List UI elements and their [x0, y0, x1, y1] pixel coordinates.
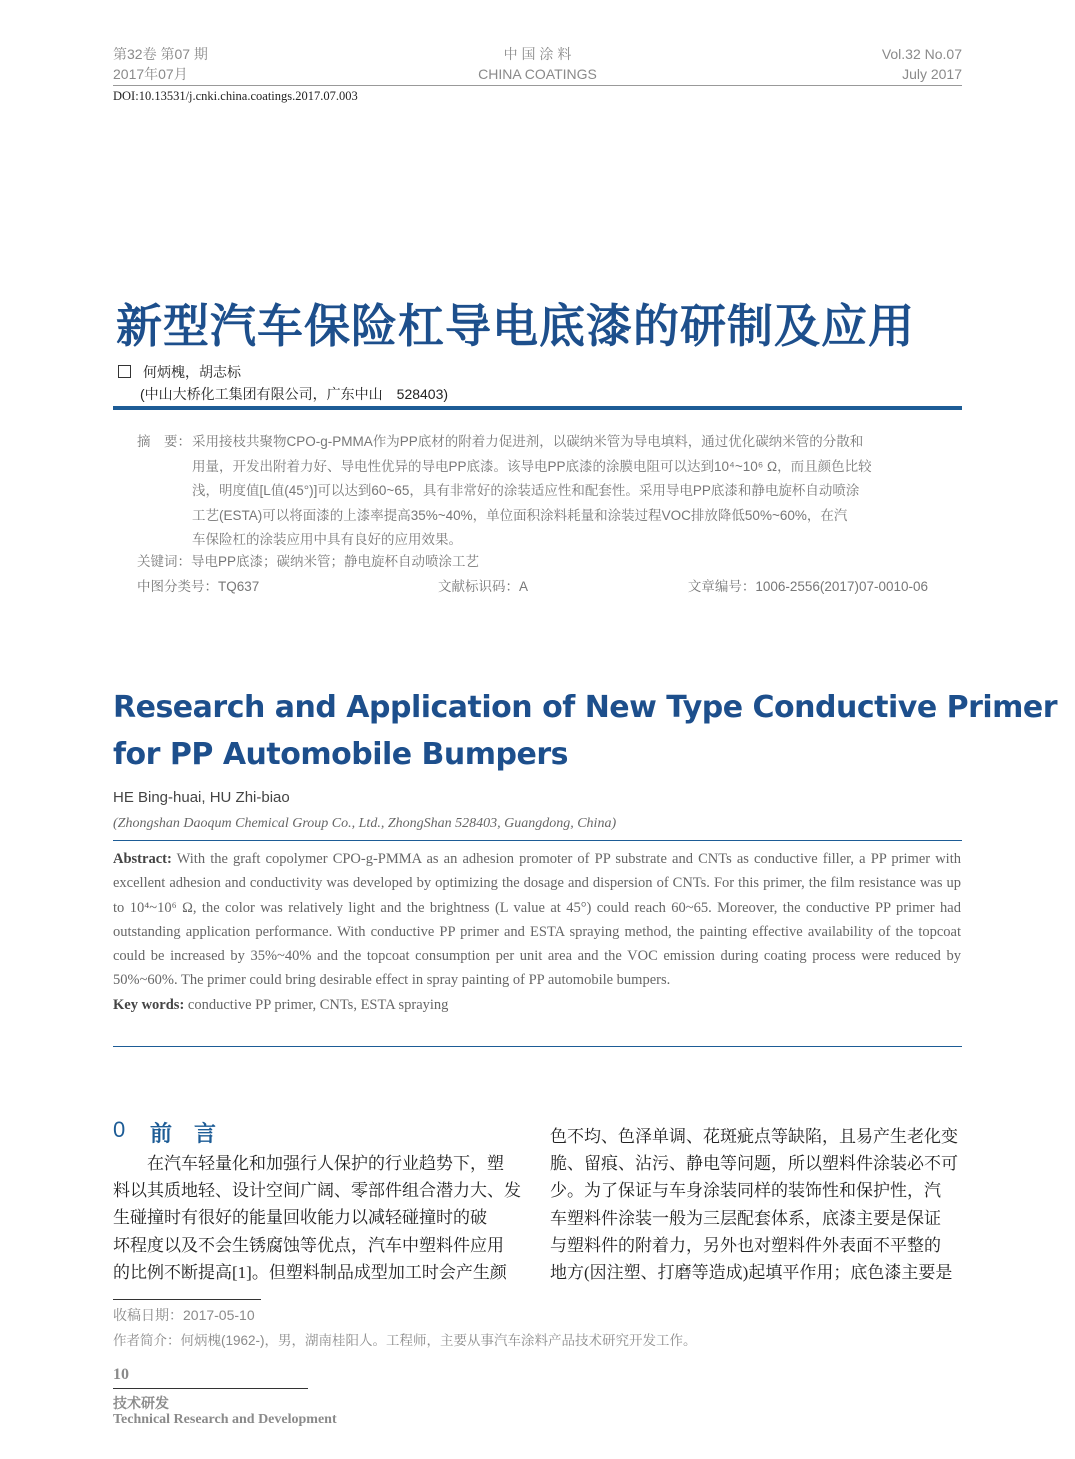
body-line: 生碰撞时有很好的能量回收能力以减轻碰撞时的破: [113, 1208, 487, 1228]
body-column-right: [550, 1123, 964, 1286]
authors-en: HE Bing-huai, HU Zhi-biao: [113, 789, 290, 806]
author-bio: 作者简介：何炳槐(1962-)，男，湖南桂阳人。工程师，主要从事汽车涂料产品技术研究开发工作。: [113, 1333, 697, 1348]
body-column-left: [113, 1150, 527, 1286]
body-line: 坏程度以及不会生锈腐蚀等优点，汽车中塑料件应用: [113, 1235, 504, 1255]
doi: DOI:10.13531/j.cnki.china.coatings.2017.07.003: [113, 89, 358, 103]
body-line: 车塑料件涂装一般为三层配套体系，底漆主要是保证: [550, 1208, 941, 1228]
header-vol-en: Vol.32 No.07: [881, 46, 962, 62]
abstract-cn-line: 采用接枝共聚物CPO-g-PMMA作为PP底材的附着力促进剂，以碳纳米管为导电填料，通过优化碳纳米管的分散和: [192, 434, 864, 449]
body-line: 脆、留痕、沾污、静电等问题，所以塑料件涂装必不可: [550, 1154, 958, 1174]
keywords-cn: 关键词：导电PP底漆；碳纳米管；静电旋杯自动喷涂工艺: [137, 554, 480, 569]
abstract-cn-line: 浅，明度值[L值(45°)]可以达到60~65，具有非常好的涂装适应性和配套性。采用导电PP底漆和静电旋杯自动喷涂: [192, 483, 860, 498]
title-cn: 新型汽车保险杠导电底漆的研制及应用: [116, 300, 915, 352]
abstract-cn-line: 工艺(ESTA)可以将面漆的上漆率提高35%~40%，单位面积涂料耗量和涂装过程VOC排放降低50%~60%，在汽: [192, 507, 848, 523]
column-name-en: Technical Research and Development: [113, 1412, 337, 1427]
page-number: 10: [113, 1366, 129, 1383]
header-date-en: July 2017: [902, 66, 962, 82]
blue-rule: [113, 406, 962, 410]
header-volume: 第32卷 第07 期: [113, 46, 208, 62]
section-number: 0: [113, 1117, 126, 1142]
header-date-cn: 2017年07月: [113, 66, 188, 82]
authors-cn: 何炳槐，胡志标: [143, 364, 241, 380]
abstract-en-text: With the graft copolymer CPO-g-PMMA as an adhesion promoter of PP substrate and CNTs as conductive filler, a PP primer with excellent adhesion and conductivity was developed by optimizing the dosage and dispersion of CNTs. For this primer, the film resistance was up to 10⁴~10⁶ Ω, the color was relatively light and the brightness (L value at 45°) could reach 60~65. Moreover, the conductive PP primer had outstanding application performance. With conductive PP primer and ESTA spraying method, the painting effective availability of the topcoat could be increased by 35%~40% and the topcoat consumption per unit area and the VOC emission during coating process were reduced by 50%~60%. The primer could bring desirable effect in spray painting of PP automobile bumpers.: [113, 851, 961, 989]
square-bullet-icon: [118, 365, 131, 378]
abstract-top-rule: [113, 840, 962, 841]
abstract-cn-line: 用量，开发出附着力好、导电性优异的导电PP底漆。该导电PP底漆的涂膜电阻可以达到10⁴~10⁶ Ω，而且颜色比较: [192, 458, 872, 474]
keywords-en-label: Key words:: [113, 996, 185, 1013]
body-line: 料以其质地轻、设计空间广阔、零部件组合潜力大、发: [113, 1181, 521, 1201]
received-date: 收稿日期：2017-05-10: [113, 1307, 255, 1323]
body-line: 少。为了保证与车身涂装同样的装饰性和保护性，汽: [550, 1181, 941, 1201]
header-journal-en: CHINA COATINGS: [478, 66, 597, 82]
clc-number: 中图分类号：TQ637: [137, 579, 260, 594]
body-line: 在汽车轻量化和加强行人保护的行业趋势下，塑: [113, 1154, 504, 1173]
abstract-bottom-rule: [113, 1046, 962, 1047]
document-code: 文献标识码：A: [438, 579, 529, 594]
column-name-cn: 技术研发: [113, 1397, 169, 1412]
body-line: 的比例不断提高[1]。但塑料制品成型加工时会产生颜: [113, 1262, 507, 1282]
body-line: 地方(因注塑、打磨等造成)起填平作用；底色漆主要是: [550, 1263, 953, 1283]
footnote-rule: [113, 1299, 261, 1300]
abstract-cn: [192, 430, 872, 553]
article-number: 文章编号：1006-2556(2017)07-0010-06: [687, 579, 928, 594]
abstract-en: [113, 847, 961, 1017]
section-title: 前 言: [150, 1121, 217, 1146]
abstract-en-label: Abstract:: [113, 851, 172, 867]
title-en-line1: Research and Application of New Type Conductive Primer: [113, 690, 1058, 725]
abstract-cn-line: 车保险杠的涂装应用中具有良好的应用效果。: [192, 532, 462, 547]
footer-rule: [113, 1388, 308, 1389]
body-line: 色不均、色泽单调、花斑疵点等缺陷，且易产生老化变: [550, 1127, 958, 1146]
header-journal-cn: 中 国 涂 料: [503, 46, 572, 62]
abstract-cn-label: 摘 要：: [137, 434, 191, 449]
affiliation-en: (Zhongshan Daoqum Chemical Group Co., Ltd., ZhongShan 528403, Guangdong, China): [113, 816, 617, 831]
title-en-line2: for PP Automobile Bumpers: [113, 737, 569, 772]
body-line: 与塑料件的附着力，另外也对塑料件外表面不平整的: [550, 1235, 941, 1255]
keywords-en: conductive PP primer, CNTs, ESTA spraying: [187, 996, 449, 1013]
header-rule: [113, 85, 962, 86]
affiliation-cn: (中山大桥化工集团有限公司，广东中山 528403): [140, 386, 449, 402]
